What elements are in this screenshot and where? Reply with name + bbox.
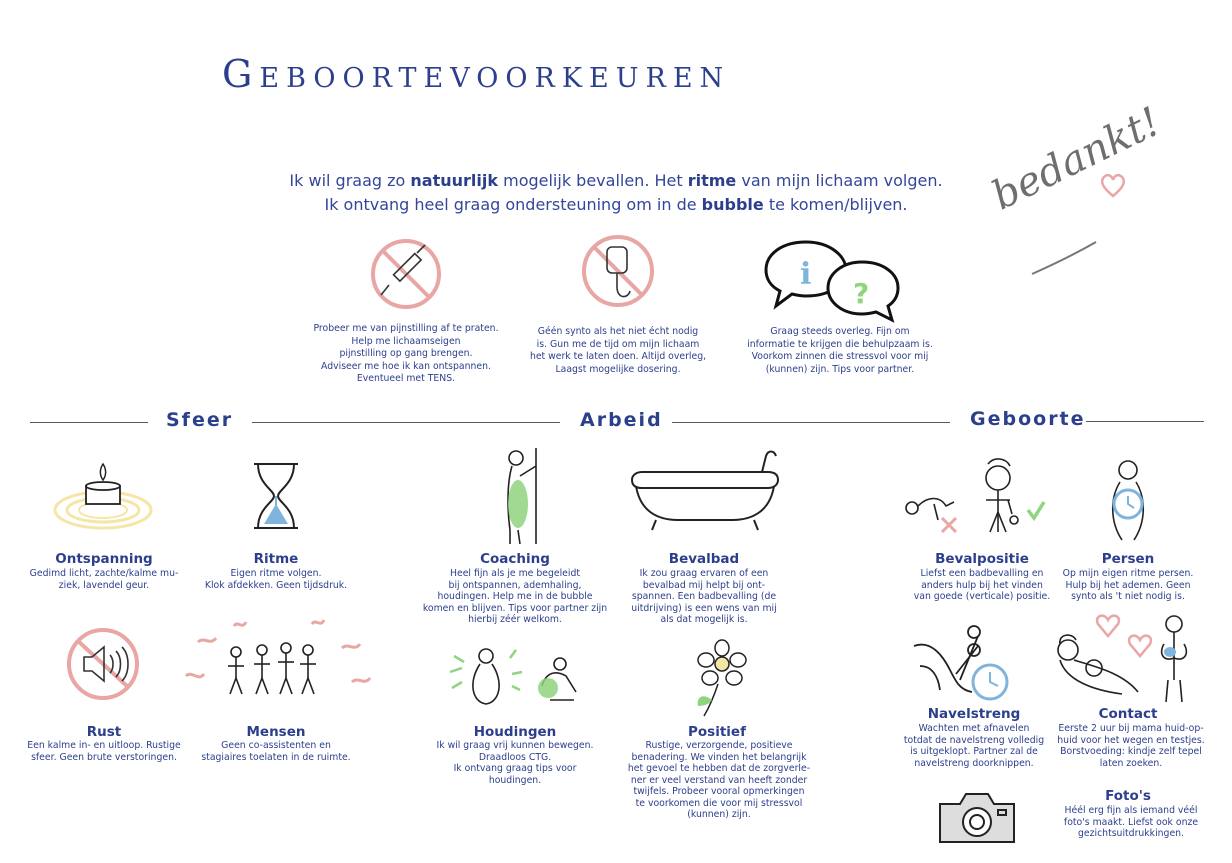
pregnant-woman-standing-icon [496, 446, 542, 546]
top-text-2: Géén synto als het niet écht nodig is. Gun me de tijd om mijn lichaam het werk te laten doen. Altijd overleg, Laagst mogelijke dosering. [529, 326, 707, 375]
candle-icon [48, 458, 158, 534]
flower-icon [692, 640, 748, 720]
bevalpositie-text: Liefst een badbevalling en anders hulp bij het vinden van goede (verticale) positie. [913, 568, 1051, 602]
signature-bedankt: bedankt! [985, 98, 1168, 220]
positief-text: Rustige, verzorgende, positieve benadering. We vinden het belangrijk het gevoel te hebben dat de zorgverle- ner er veel verstand van heeft zonder twijfels. Probeer vooral opmerkingen te voorkomen die voor mij stressvol (kunnen) zijn. [627, 740, 811, 820]
birth-position-icon [894, 456, 1046, 540]
ritme-text: Eigen ritme volgen. Klok afdekken. Geen tijdsdruk. [204, 568, 348, 591]
page-title: Geboortevoorkeuren [222, 52, 731, 96]
fotos-text: Héél erg fijn als iemand véél foto's maakt. Liefst ook onze gezichtsuitdrukkingen. [1063, 805, 1199, 839]
houdingen-title: Houdingen [473, 724, 557, 740]
persen-text: Op mijn eigen ritme persen. Hulp bij het ademen. Geen synto als 't niet nodig is. [1062, 568, 1194, 602]
rust-text: Een kalme in- en uitloop. Rustige sfeer. Geen brute verstoringen. [27, 740, 181, 763]
positief-title: Positief [688, 724, 746, 740]
coaching-text: Heel fijn als je me begeleidt bij ontspannen, ademhaling, houdingen. Help me in de bubble komen en blijven. Tips voor partner zijn hierbij zéér welkom. [422, 568, 608, 625]
cord-scissors-icon [910, 620, 1016, 706]
skin-to-skin-icon [1052, 610, 1198, 706]
ontspanning-title: Ontspanning [55, 551, 153, 567]
camera-icon [934, 786, 1020, 846]
no-iv-drip-icon [580, 233, 656, 309]
birthing-postures-icon [446, 642, 586, 710]
coaching-title: Coaching [480, 551, 550, 567]
pregnant-woman-clock-icon [1100, 458, 1154, 542]
navelstreng-text: Wachten met afnavelen totdat de navelstreng volledig is uitgeklopt. Partner zal de navelstreng doorknippen. [903, 723, 1045, 769]
ritme-title: Ritme [253, 551, 299, 567]
people-group-icon [180, 612, 380, 702]
bevalpositie-title: Bevalpositie [935, 551, 1029, 567]
bathtub-icon [626, 446, 782, 536]
mensen-text: Geen co-assistenten en stagiaires toelaten in de ruimte. [201, 740, 351, 763]
no-injection-icon [367, 239, 445, 309]
divider-right [1086, 421, 1204, 422]
section-sfeer: Sfeer [166, 409, 234, 431]
svg-text:?: ? [853, 277, 870, 310]
houdingen-text: Ik wil graag vrij kunnen bewegen. Draadloos CTG. Ik ontvang graag tips voor houdingen. [436, 740, 594, 786]
contact-text: Eerste 2 uur bij mama huid-op- huid voor het wegen en testjes. Borstvoeding: kindje zelf tepel laten zoeken. [1057, 723, 1205, 769]
svg-text:i: i [800, 257, 812, 292]
underline-stroke-icon [1030, 238, 1100, 278]
section-geboorte: Geboorte [970, 408, 1086, 430]
top-text-1: Probeer me van pijnstilling af te praten. Help me lichaamseigen pijnstilling op gang brengen. Adviseer me hoe ik kan ontspannen. Eventueel met TENS. [313, 323, 499, 385]
bevalbad-title: Bevalbad [668, 551, 740, 567]
intro-line-2: Ik ontvang heel graag ondersteuning om in de bubble te komen/blijven. [324, 195, 908, 214]
no-sound-icon [60, 627, 146, 701]
ontspanning-text: Gedimd licht, zachte/kalme mu- ziek, lavendel geur. [29, 568, 179, 591]
mensen-title: Mensen [246, 724, 306, 740]
fotos-title: Foto's [1105, 788, 1151, 804]
intro-line-1: Ik wil graag zo natuurlijk mogelijk bevallen. Het ritme van mijn lichaam volgen. [289, 171, 943, 190]
bevalbad-text: Ik zou graag ervaren of een bevalbad mij helpt bij ont- spannen. Een badbevalling (de uitdrijving) is een wens van mij als dat mogelijk is. [631, 568, 777, 625]
contact-title: Contact [1098, 706, 1158, 722]
rust-title: Rust [86, 724, 122, 740]
hourglass-icon [250, 460, 302, 532]
persen-title: Persen [1101, 551, 1155, 567]
speech-bubbles-icon [762, 236, 902, 322]
heart-icon [1098, 170, 1128, 200]
section-arbeid: Arbeid [580, 409, 663, 431]
divider-mid-left [252, 422, 560, 423]
divider-mid-right [672, 422, 950, 423]
top-text-3: Graag steeds overleg. Fijn om informatie te krijgen die behulpzaam is. Voorkom zinnen die stressvol voor mij (kunnen) zijn. Tips voor partner. [747, 326, 933, 375]
divider-left [30, 422, 148, 423]
navelstreng-title: Navelstreng [927, 706, 1021, 722]
